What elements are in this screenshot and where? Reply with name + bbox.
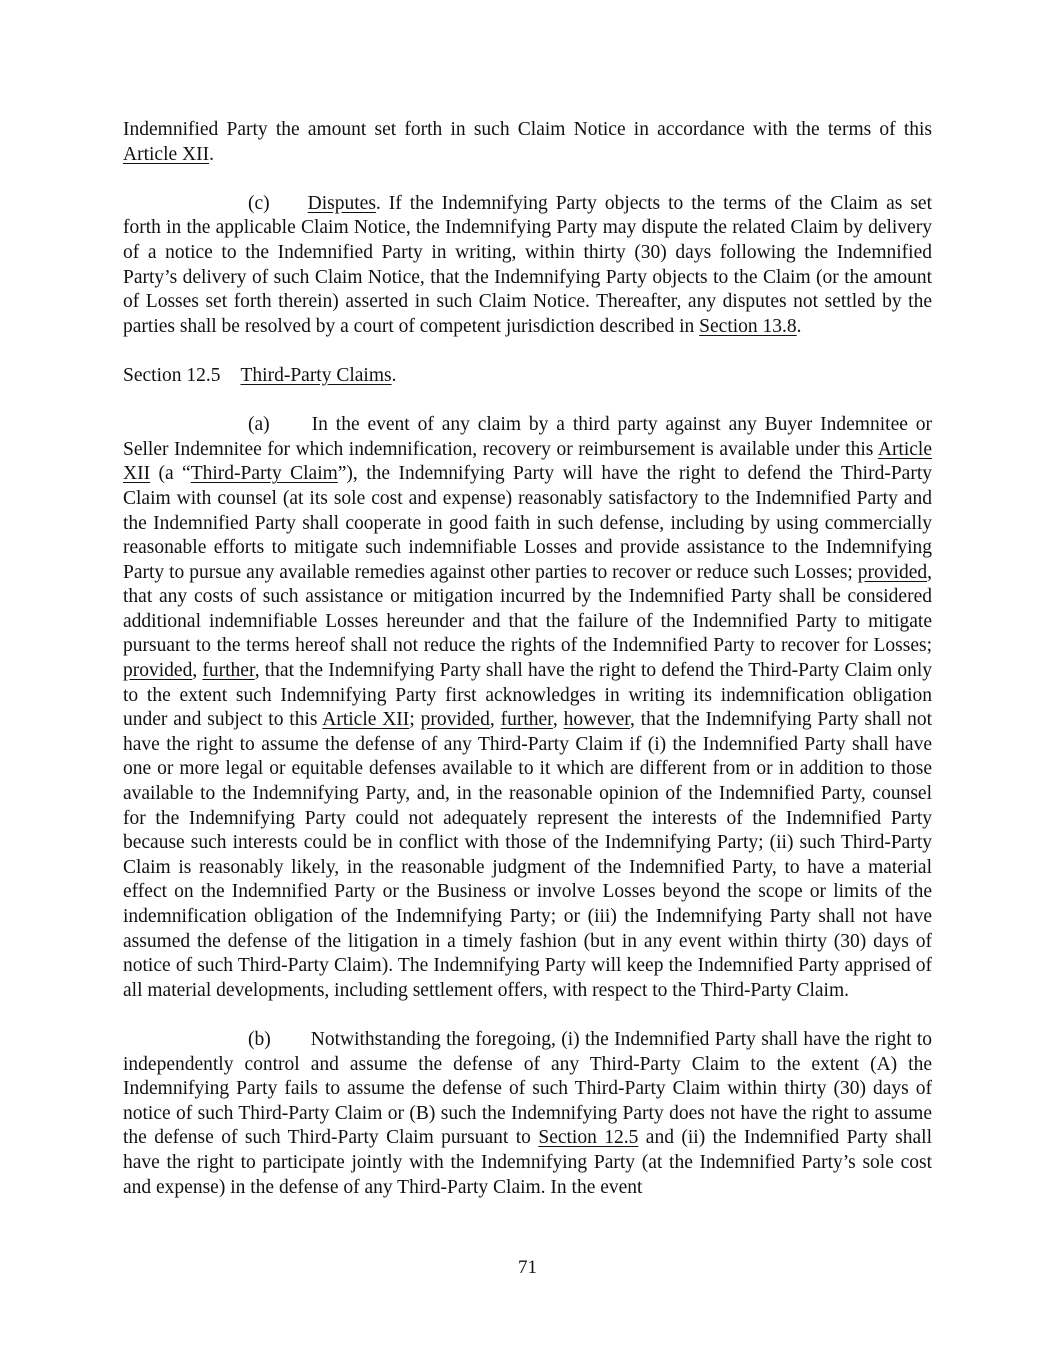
- document-body: [123, 118, 932, 1225]
- underlined-text: Section 13.8: [699, 315, 797, 337]
- underlined-text: provided: [857, 561, 928, 583]
- underlined-text: Article XII: [123, 438, 932, 485]
- text-run: , that any costs of such assistance or mitigation incurred by the Indemnified Party shall be considered additional indemnifiable Losses hereunder and that the failure of the Indemnified Party to mitigate pursuant to the terms hereof shall not reduce the rights of the Indemnified Party to recover for Losses;: [123, 561, 932, 657]
- text-run: (a): [248, 414, 270, 436]
- text-run: , that the Indemnifying Party shall have the right to defend the Third-Party Claim only to the extent such Indemnifying Party first acknowledges in writing its indemnification obligation under and subject to this: [123, 660, 932, 731]
- underlined-text: further: [500, 709, 553, 731]
- text-run: and (ii) the Indemnified Party shall have the right to participate jointly with the Indemnifying Party (at the Indemnified Party’s sole cost and expense) in the defense of any Third-Party Claim. In the event: [123, 1127, 933, 1198]
- text-run: ,: [192, 660, 203, 682]
- tab-space: [270, 413, 312, 438]
- text-run: .: [796, 315, 802, 337]
- text-run: ;: [409, 709, 421, 731]
- text-run: In the event of any claim by a third party against any Buyer Indemnitee or Seller Indemnitee for which indemnification, recovery or reimbursement is available under this: [123, 414, 932, 460]
- underlined-text: Third-Party Claims: [240, 364, 392, 386]
- tab-space: [270, 192, 308, 217]
- text-run: , that the Indemnifying Party shall not have the right to assume the defense of any Third-Party Claim if (i) the Indemnified Party shall have one or more legal or equitable defenses available to it which are different from or in addition to those available to the Indemnifying Party, and, in the reasonable opinion of the Indemnified Party, counsel for the Indemnifying Party could not adequately represent the interests of the Indemnified Party because such interests could be in conflict with those of the Indemnifying Party; (ii) such Third-Party Claim is reasonably likely, in the reasonable judgment of the Indemnified Party, to have a material effect on the Indemnified Party or the Business or involve Losses beyond the scope or limits of the indemnification obligation of the Indemnifying Party; or (iii) the Indemnifying Party shall not have assumed the defense of the litigation in a timely fashion (but in any event within thirty (30) days of notice of such Third-Party Claim). The Indemnifying Party will keep the Indemnified Party apprised of all material developments, including settlement offers, with respect to the Third-Party Claim.: [123, 709, 933, 1001]
- text-run: ,: [552, 709, 564, 731]
- text-run: ”), the Indemnifying Party will have the right to defend the Third-Party Claim with counsel (at its sole cost and expense) reasonably satisfactory to the Indemnified Party and the Indemnified Party shall cooperate in good faith in such defense, including by using commercially reasonable efforts to mitigate such indemnifiable Losses and provide assistance to the Indemnifying Party to pursue any available remedies against other parties to recover or reduce such Losses;: [123, 463, 932, 583]
- underlined-text: further: [202, 660, 255, 682]
- text-run: (c): [248, 192, 270, 214]
- underlined-text: provided: [420, 709, 490, 731]
- text-run: Section 12.5: [123, 364, 221, 386]
- underlined-text: provided: [123, 660, 193, 682]
- paragraph-c-disputes: [123, 192, 932, 340]
- text-run: . If the Indemnifying Party objects to the terms of the Claim as set forth in the applicable Claim Notice, the Indemnifying Party may dispute the related Claim by delivery of a notice to the Indemnified Party in writing, within thirty (30) days following the Indemnified Party’s delivery of such Claim Notice, that the Indemnifying Party objects to the Claim (or the amount of Losses set forth therein) asserted in such Claim Notice. Thereafter, any disputes not settled by the parties shall be resolved by a court of competent jurisdiction described in: [123, 192, 932, 337]
- text-run: .: [391, 364, 397, 386]
- continuation-paragraph: [123, 118, 932, 167]
- tab-space: [221, 364, 241, 389]
- tab-space: [271, 1028, 311, 1053]
- underlined-text: however: [563, 709, 630, 731]
- text-run: (b): [248, 1028, 271, 1050]
- text-run: (a “: [150, 463, 191, 485]
- underlined-text: Article XII: [322, 709, 410, 731]
- underlined-text: Article XII: [123, 143, 210, 165]
- section-12-5-heading: [123, 364, 932, 389]
- underlined-text: Third-Party Claim: [190, 463, 338, 485]
- underlined-text: Disputes: [307, 192, 376, 214]
- page-number: 71: [518, 1257, 537, 1278]
- paragraph-a-third-party-claims: [123, 413, 932, 1003]
- paragraph-b-notwithstanding: [123, 1028, 932, 1200]
- text-run: .: [209, 143, 214, 165]
- text-run: ,: [489, 709, 501, 731]
- text-run: Indemnified Party the amount set forth in such Claim Notice in accordance with the terms of this: [123, 119, 932, 140]
- underlined-text: Section 12.5: [538, 1127, 639, 1149]
- text-run: Notwithstanding the foregoing, (i) the Indemnified Party shall have the right to independently control and assume the defense of any Third-Party Claim to the extent (A) the Indemnifying Party fails to assume the defense of such Third-Party Claim within thirty (30) days of notice of such Third-Party Claim or (B) such the Indemnifying Party does not have the right to assume the defense of such Third-Party Claim pursuant to: [123, 1028, 932, 1149]
